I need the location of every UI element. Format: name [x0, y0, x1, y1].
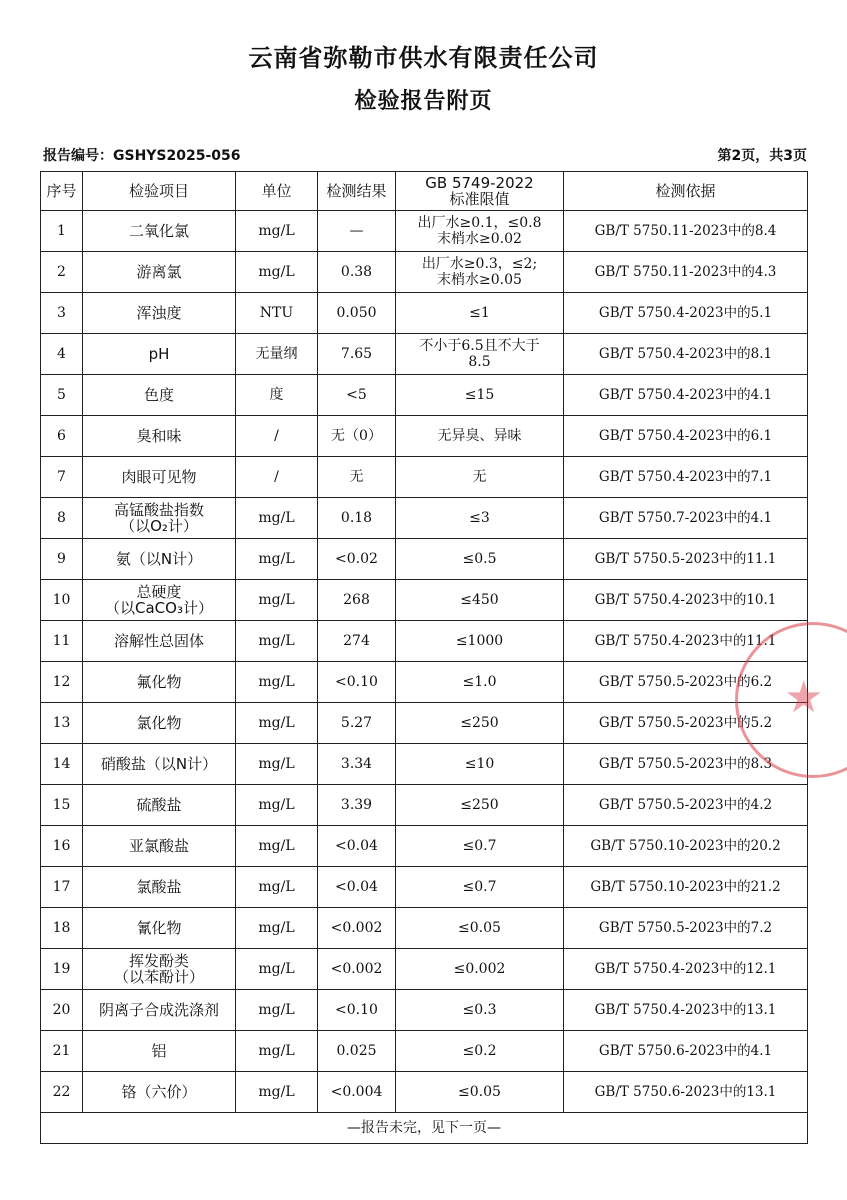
row-item-name: 氨（以N计）: [115, 550, 203, 568]
row-limit-line1: ≤0.2: [462, 1043, 497, 1059]
row-result: 0.38: [318, 252, 396, 293]
table-row: [41, 949, 808, 990]
row-item-name: 阴离子合成洗涤剂: [98, 1001, 219, 1019]
row-item-name: 氯酸盐: [136, 878, 182, 896]
row-item-name: pH: [148, 345, 170, 363]
row-index: 18: [41, 908, 83, 949]
table-row: [41, 744, 808, 785]
row-limit: [396, 498, 564, 539]
row-item: [83, 621, 236, 662]
row-unit: mg/L: [236, 703, 318, 744]
row-unit: mg/L: [236, 990, 318, 1031]
results-table: [40, 171, 808, 1144]
row-item: [83, 662, 236, 703]
row-limit-line1: ≤0.7: [462, 838, 497, 854]
row-unit: NTU: [236, 293, 318, 334]
continuation-note: —报告未完，见下一页—: [41, 1113, 808, 1144]
row-unit: 度: [236, 375, 318, 416]
row-index: 21: [41, 1031, 83, 1072]
row-result: 0.025: [318, 1031, 396, 1072]
row-item-name: 肉眼可见物: [121, 468, 197, 486]
row-item-name: 硝酸盐（以N计）: [100, 755, 218, 773]
row-limit-line1: ≤3: [469, 510, 490, 526]
row-result: 7.65: [318, 334, 396, 375]
row-limit: [396, 703, 564, 744]
header-limit: [396, 172, 564, 211]
row-index: 14: [41, 744, 83, 785]
row-unit: mg/L: [236, 1072, 318, 1113]
row-index: 20: [41, 990, 83, 1031]
row-limit: [396, 785, 564, 826]
table-row: [41, 621, 808, 662]
row-item-name: 氰化物: [136, 919, 182, 937]
row-basis: GB/T 5750.5-2023中的4.2: [564, 785, 808, 826]
row-basis: GB/T 5750.4-2023中的11.1: [564, 621, 808, 662]
row-item: [83, 416, 236, 457]
row-index: 16: [41, 826, 83, 867]
row-result: 5.27: [318, 703, 396, 744]
company-title: 云南省弥勒市供水有限责任公司: [248, 44, 599, 72]
page-title: 检验报告附页: [354, 89, 493, 114]
row-limit: [396, 621, 564, 662]
row-unit: mg/L: [236, 498, 318, 539]
row-unit: mg/L: [236, 580, 318, 621]
row-basis: GB/T 5750.11-2023中的4.3: [564, 252, 808, 293]
table-row: [41, 908, 808, 949]
row-basis: GB/T 5750.4-2023中的7.1: [564, 457, 808, 498]
row-limit-line2: 末梢水≥0.05: [437, 272, 522, 288]
row-item-name: 亚氯酸盐: [128, 837, 189, 855]
table-footer-row: [41, 1113, 808, 1144]
row-unit: 无量纲: [236, 334, 318, 375]
row-item-basis-note: （以O₂计）: [120, 517, 198, 535]
row-unit: mg/L: [236, 908, 318, 949]
row-unit: mg/L: [236, 662, 318, 703]
row-result: 无（0）: [318, 416, 396, 457]
row-unit: mg/L: [236, 826, 318, 867]
table-row: [41, 703, 808, 744]
row-item: [83, 252, 236, 293]
row-limit-line1: ≤0.05: [458, 920, 501, 936]
row-basis: GB/T 5750.6-2023中的4.1: [564, 1031, 808, 1072]
row-unit: /: [236, 457, 318, 498]
row-limit-line1: 不小于6.5且不大于: [419, 338, 540, 354]
row-basis: GB/T 5750.10-2023中的20.2: [564, 826, 808, 867]
row-basis: GB/T 5750.4-2023中的6.1: [564, 416, 808, 457]
row-limit-line2: 末梢水≥0.02: [437, 231, 522, 247]
row-limit: [396, 293, 564, 334]
row-unit: mg/L: [236, 252, 318, 293]
row-limit: [396, 867, 564, 908]
row-result: <5: [318, 375, 396, 416]
row-limit-line2: 8.5: [468, 354, 491, 370]
row-item: [83, 375, 236, 416]
row-index: 1: [41, 211, 83, 252]
row-basis: GB/T 5750.5-2023中的8.3: [564, 744, 808, 785]
row-item: [83, 1072, 236, 1113]
row-result: 3.34: [318, 744, 396, 785]
row-result: 274: [318, 621, 396, 662]
row-limit-line1: ≤15: [464, 387, 495, 403]
row-limit-line1: ≤0.05: [458, 1084, 501, 1100]
row-result: <0.10: [318, 662, 396, 703]
row-limit: [396, 416, 564, 457]
table-row: [41, 539, 808, 580]
row-limit-line1: ≤0.7: [462, 879, 497, 895]
row-basis: GB/T 5750.5-2023中的7.2: [564, 908, 808, 949]
row-basis: GB/T 5750.4-2023中的4.1: [564, 375, 808, 416]
row-basis: GB/T 5750.5-2023中的6.2: [564, 662, 808, 703]
row-item-name: 挥发酚类: [128, 952, 189, 970]
row-unit: mg/L: [236, 211, 318, 252]
row-limit: [396, 334, 564, 375]
row-basis: GB/T 5750.4-2023中的8.1: [564, 334, 808, 375]
row-item-name: 铝: [151, 1042, 167, 1060]
row-item-name: 二氧化氯: [128, 222, 189, 240]
row-index: 11: [41, 621, 83, 662]
row-result: <0.004: [318, 1072, 396, 1113]
row-limit: [396, 539, 564, 580]
row-item: [83, 457, 236, 498]
row-limit: [396, 662, 564, 703]
row-item: [83, 949, 236, 990]
row-basis: GB/T 5750.4-2023中的5.1: [564, 293, 808, 334]
row-basis: GB/T 5750.7-2023中的4.1: [564, 498, 808, 539]
row-index: 15: [41, 785, 83, 826]
row-limit-line1: ≤1000: [455, 633, 504, 649]
row-limit: [396, 211, 564, 252]
header-index: 序号: [41, 172, 83, 211]
table-row: [41, 211, 808, 252]
row-basis: GB/T 5750.5-2023中的5.2: [564, 703, 808, 744]
header-limit-label: 标准限值: [449, 190, 510, 208]
row-item: [83, 211, 236, 252]
row-item: [83, 1031, 236, 1072]
row-item: [83, 744, 236, 785]
table-row: [41, 990, 808, 1031]
row-result: <0.02: [318, 539, 396, 580]
row-result: <0.002: [318, 949, 396, 990]
row-item: [83, 580, 236, 621]
table-row: [41, 1031, 808, 1072]
row-item-name: 氟化物: [136, 673, 182, 691]
row-unit: mg/L: [236, 1031, 318, 1072]
row-item-name: 氯化物: [136, 714, 182, 732]
header-unit: 单位: [236, 172, 318, 211]
header-limit-standard: GB 5749-2022: [425, 174, 534, 192]
table-row: [41, 580, 808, 621]
row-basis: GB/T 5750.10-2023中的21.2: [564, 867, 808, 908]
table-row: [41, 293, 808, 334]
row-limit-line1: 出厂水≥0.1，≤0.8: [417, 215, 542, 231]
table-row: [41, 785, 808, 826]
row-item-name: 溶解性总固体: [113, 632, 204, 650]
row-index: 8: [41, 498, 83, 539]
row-limit: [396, 375, 564, 416]
row-item-name: 色度: [143, 386, 174, 404]
row-item-name: 高锰酸盐指数: [113, 501, 204, 519]
row-basis: GB/T 5750.5-2023中的11.1: [564, 539, 808, 580]
row-limit: [396, 744, 564, 785]
row-limit-line1: ≤10: [464, 756, 495, 772]
row-result: <0.04: [318, 867, 396, 908]
row-item-name: 铬（六价）: [121, 1083, 197, 1101]
page-indicator: 第2页，共3页: [717, 148, 807, 164]
table-row: [41, 662, 808, 703]
row-limit: [396, 990, 564, 1031]
table-row: [41, 252, 808, 293]
row-result: 无: [318, 457, 396, 498]
row-result: 3.39: [318, 785, 396, 826]
seal-star-icon: ★: [784, 672, 824, 723]
table-row: [41, 867, 808, 908]
row-index: 7: [41, 457, 83, 498]
row-unit: mg/L: [236, 867, 318, 908]
row-limit-line1: 无: [472, 469, 487, 485]
row-item: [83, 908, 236, 949]
row-item: [83, 826, 236, 867]
table-header-row: [41, 172, 808, 211]
row-basis: GB/T 5750.4-2023中的10.1: [564, 580, 808, 621]
row-unit: mg/L: [236, 949, 318, 990]
row-limit: [396, 1031, 564, 1072]
table-row: [41, 1072, 808, 1113]
row-item: [83, 293, 236, 334]
row-result: 268: [318, 580, 396, 621]
table-row: [41, 457, 808, 498]
row-item: [83, 498, 236, 539]
row-limit-line1: ≤1.0: [462, 674, 497, 690]
row-limit: [396, 1072, 564, 1113]
row-item-basis-note: （以CaCO₃计）: [105, 599, 213, 617]
row-item-name: 总硬度: [136, 583, 182, 601]
header-basis: 检测依据: [564, 172, 808, 211]
row-index: 12: [41, 662, 83, 703]
row-limit: [396, 908, 564, 949]
row-basis: GB/T 5750.4-2023中的13.1: [564, 990, 808, 1031]
row-basis: GB/T 5750.6-2023中的13.1: [564, 1072, 808, 1113]
row-basis: GB/T 5750.11-2023中的8.4: [564, 211, 808, 252]
row-index: 3: [41, 293, 83, 334]
row-limit: [396, 252, 564, 293]
row-limit-line1: ≤250: [460, 715, 499, 731]
row-index: 4: [41, 334, 83, 375]
row-limit-line1: ≤0.3: [462, 1002, 497, 1018]
row-limit-line1: ≤0.5: [462, 551, 497, 567]
row-item-name: 臭和味: [136, 427, 182, 445]
row-item-name: 硫酸盐: [136, 796, 182, 814]
row-result: 0.18: [318, 498, 396, 539]
row-index: 6: [41, 416, 83, 457]
table-row: [41, 416, 808, 457]
row-item: [83, 867, 236, 908]
row-index: 10: [41, 580, 83, 621]
row-result: <0.002: [318, 908, 396, 949]
row-limit: [396, 457, 564, 498]
row-index: 19: [41, 949, 83, 990]
row-limit-line1: ≤0.002: [453, 961, 506, 977]
row-unit: mg/L: [236, 621, 318, 662]
row-index: 22: [41, 1072, 83, 1113]
row-result: <0.04: [318, 826, 396, 867]
row-unit: mg/L: [236, 539, 318, 580]
row-index: 2: [41, 252, 83, 293]
row-index: 13: [41, 703, 83, 744]
row-unit: mg/L: [236, 785, 318, 826]
row-index: 17: [41, 867, 83, 908]
row-limit-line1: ≤250: [460, 797, 499, 813]
row-item-name: 游离氯: [136, 263, 182, 281]
row-item-basis-note: （以苯酚计）: [113, 968, 204, 986]
row-result: <0.10: [318, 990, 396, 1031]
row-index: 5: [41, 375, 83, 416]
row-item: [83, 785, 236, 826]
report-number: 报告编号：GSHYS2025-056: [43, 148, 241, 164]
table-row: [41, 334, 808, 375]
row-item-name: 浑浊度: [136, 304, 182, 322]
row-limit-line1: 出厂水≥0.3，≤2;: [421, 256, 538, 272]
row-unit: mg/L: [236, 744, 318, 785]
row-limit-line1: 无异臭、异味: [437, 428, 522, 444]
row-limit: [396, 580, 564, 621]
row-limit: [396, 949, 564, 990]
row-item: [83, 539, 236, 580]
table-row: [41, 826, 808, 867]
row-item: [83, 703, 236, 744]
row-limit-line1: ≤450: [460, 592, 499, 608]
header-result: 检测结果: [318, 172, 396, 211]
table-row: [41, 498, 808, 539]
row-item: [83, 334, 236, 375]
row-limit: [396, 826, 564, 867]
table-body: [41, 211, 808, 1113]
row-item: [83, 990, 236, 1031]
row-unit: /: [236, 416, 318, 457]
row-basis: GB/T 5750.4-2023中的12.1: [564, 949, 808, 990]
row-limit-line1: ≤1: [469, 305, 490, 321]
row-index: 9: [41, 539, 83, 580]
header-item: 检验项目: [83, 172, 236, 211]
row-result: —: [318, 211, 396, 252]
row-result: 0.050: [318, 293, 396, 334]
table-row: [41, 375, 808, 416]
